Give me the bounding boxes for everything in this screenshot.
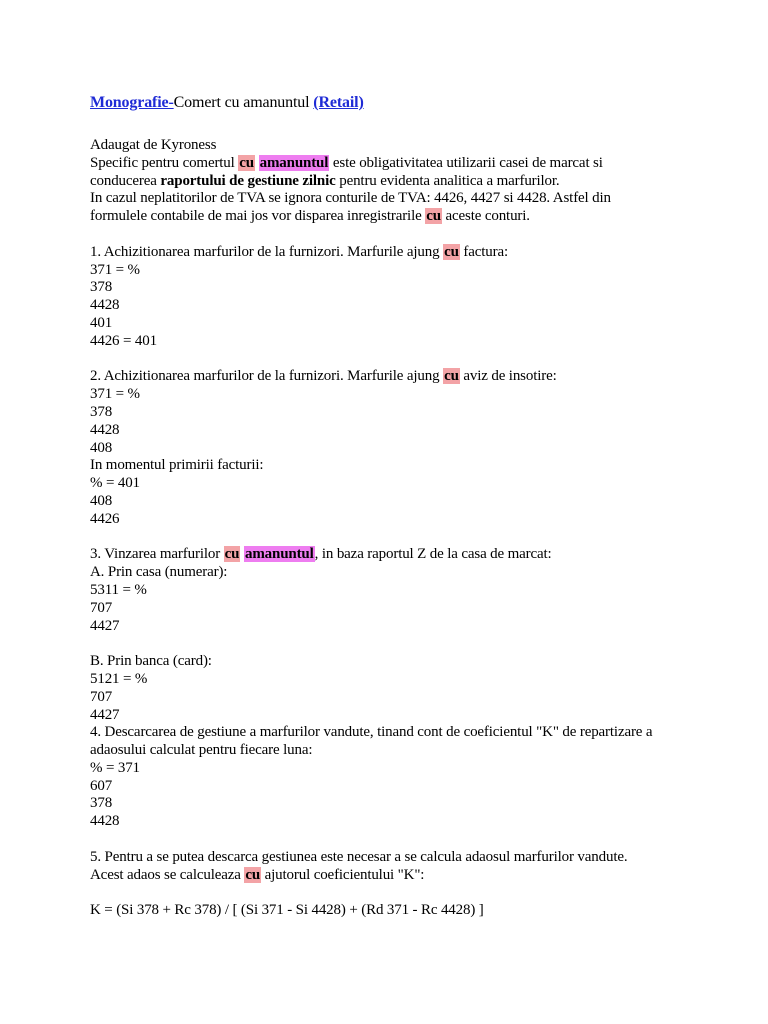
section-3 [90, 546, 708, 724]
entry-line: 5311 = % [90, 581, 147, 598]
section-1 [90, 244, 708, 351]
highlight-cu: cu [239, 154, 254, 171]
author-line: Adaugat de Kyroness [90, 137, 217, 153]
section-2 [90, 368, 708, 528]
entry-line: 4428 [90, 813, 120, 830]
section-heading: 2. Achizitionarea marfurilor de la furnizori. Marfurile ajung cu aviz de insotire: [90, 368, 557, 385]
intro-line: conducerea raportului de gestiune zilnic pentru evidenta analitica a marfurilor. [90, 172, 560, 189]
entry-line: 707 [90, 599, 113, 616]
highlight-cu: cu [224, 546, 240, 563]
section-5 [90, 849, 708, 920]
entry-line: 408 [90, 439, 113, 456]
entry-line: A. Prin casa (numerar): [90, 564, 228, 581]
title-link-retail[interactable]: (Retail) [313, 94, 364, 111]
title-text: Comert cu amanuntul [173, 94, 314, 111]
entry-line: 408 [90, 492, 113, 509]
intro-line: formulele contabile de mai jos vor disparea inregistrarile cu aceste conturi. [90, 208, 530, 225]
formula-line: K = (Si 378 + Rc 378) / [ (Si 371 - Si 4428) + (Rd 371 - Rc 4428) ] [90, 902, 484, 919]
entry-line: 5121 = % [90, 670, 148, 687]
entry-line: % = 401 [90, 475, 140, 492]
entry-line: 371 = % [90, 261, 140, 278]
section-heading: adaosului calculat pentru fiecare luna: [90, 742, 313, 759]
intro-section [90, 137, 708, 226]
entry-line: 4426 = 401 [90, 332, 157, 349]
section-heading: 4. Descarcarea de gestiune a marfurilor vandute, tinand cont de coeficientul "K" de repartizare a [90, 724, 653, 741]
intro-line: In cazul neplatitorilor de TVA se ignora conturile de TVA: 4426, 4427 si 4428. Astfel din [90, 190, 611, 207]
entry-line: 378 [90, 279, 113, 296]
entry-line: 4428 [90, 297, 120, 314]
section-heading: Acest adaos se calculeaza cu ajutorul coeficientului "K": [90, 866, 425, 883]
highlight-amanuntul: amanuntul [259, 154, 329, 171]
entry-line: B. Prin banca (card): [90, 653, 212, 670]
section-heading: 5. Pentru a se putea descarca gestiunea este necesar a se calcula adaosul marfurilor vandute. [90, 848, 628, 865]
entry-line: % = 371 [90, 759, 140, 776]
entry-line: 371 = % [90, 386, 140, 403]
entry-line: 4427 [90, 617, 120, 634]
highlight-cu: cu [245, 866, 261, 883]
section-4 [90, 724, 708, 831]
entry-line: 4426 [90, 510, 120, 527]
entry-line: 707 [90, 688, 113, 705]
bold-term: raportului de gestiune zilnic [160, 172, 336, 189]
title-link-monografie[interactable]: Monografie- [90, 94, 174, 111]
entry-line: 378 [90, 403, 113, 420]
entry-line: 401 [90, 314, 113, 331]
entry-line: In momentul primirii facturii: [90, 457, 264, 474]
highlight-cu: cu [426, 208, 441, 225]
entry-line: 4428 [90, 421, 120, 438]
highlight-cu: cu [444, 368, 459, 385]
highlight-cu: cu [444, 243, 459, 260]
entry-line: 607 [90, 777, 113, 794]
section-heading: 1. Achizitionarea marfurilor de la furnizori. Marfurile ajung cu factura: [90, 243, 508, 260]
highlight-amanuntul: amanuntul [244, 546, 314, 563]
section-heading: 3. Vinzarea marfurilor cu amanuntul, in baza raportul Z de la casa de marcat: [90, 546, 552, 563]
page-title [90, 93, 708, 113]
intro-line: Specific pentru comertul cu amanuntul este obligativitatea utilizarii casei de marcat si [90, 154, 603, 171]
entry-line: 4427 [90, 706, 120, 723]
entry-line: 378 [90, 795, 113, 812]
